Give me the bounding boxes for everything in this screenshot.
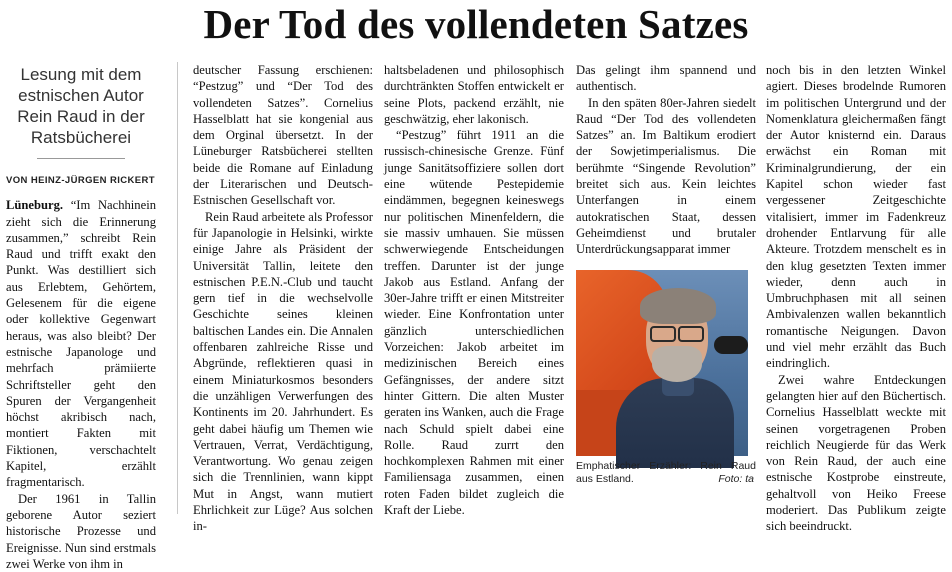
photo-caption: [576, 460, 756, 486]
paragraph: “Pestzug” führt 1911 an die russisch-chinesische Grenze. Fünf junge Sanitätsoffiziere sollen dort eine wütende Pestepidemie eindämmen, begegnen keineswegs nur politischen Minenfeldern, die sie massiv umhauen. Sie müssen schwerwiegende Entscheidungen treffen. Darunter ist der junge Jakob aus Estland. Anfang der 30er-Jahre trifft er einen Mitstreiter wieder. Eine Konfrontation unter gänzlich unterschiedlichen Vorzeichen: Jakob arbeitet im medizinischen Bereich eines Gefängnisses, der andere sitzt hinter Gittern. Die alten Muster geraten ins Wanken, auch die Frage nach Schuld spielt dabei eine Rolle. Raud zurrt den hochkomplexen Rahmen mit einer Familiensaga zusammen, einen roten Faden bildet zugleich die Kraft der Liebe.: [384, 128, 564, 518]
article-column-4: [576, 62, 756, 514]
byline: [6, 173, 156, 189]
paragraph: [6, 197, 156, 490]
article-column-2: [193, 62, 373, 534]
byline-author: HEINZ-JÜRGEN RICKERT: [30, 175, 155, 186]
subhead-line: Lesung mit dem: [20, 65, 142, 84]
photo-hair: [640, 288, 716, 324]
photo-credit: Foto: ta: [718, 472, 754, 485]
subhead-line: Rein Raud in der: [17, 107, 145, 126]
author-photo: [576, 270, 748, 456]
photo-glasses: [650, 326, 704, 340]
paragraph: Der 1961 in Tallin geborene Autor seziert historische Prozesse und Ereignisse. Nun sind erstmals zwei Werke von ihm in: [6, 491, 156, 571]
paragraph: Zwei wahre Entdeckungen gelangten hier auf den Büchertisch. Cornelius Hasselblatt weckte mit seinen vorgetragenen Proben reichlich Neugierde für das Werk von Rein Raud, der auch eine estnische Kostprobe einstreute, gehaltvoll von Heiko Freese moderiert. Das Publikum zeigte sich beeindruckt.: [766, 372, 946, 534]
paragraph: Das gelingt ihm spannend und authentisch.: [576, 63, 756, 94]
subhead-line: Ratsbücherei: [30, 128, 132, 147]
dateline: Lüneburg.: [6, 198, 64, 213]
subhead-line: estnischen Autor: [18, 86, 144, 105]
paragraph: In den späten 80er-Jahren siedelt Raud “Der Tod des vollendeten Satzes” an. Im Baltikum erodiert der Sowjetimperialismus. Die berühmte “Singende Revolution” breitet sich aus. Kein leichtes Unterfangen in einem autokratischen Staat, dessen Geheimdienst und brutaler Unterdrückungsapparat immer: [576, 95, 756, 257]
column-divider: [177, 62, 178, 514]
subhead-divider: [37, 158, 125, 159]
paragraph: deutscher Fassung erschienen: “Pestzug” und “Der Tod des vollendeten Satzes”. Cornelius Hasselblatt hat sie kongenial aus dem Orginal übersetzt. In der Lüneburger Ratsbücherei stellten beide die Romane auf Einladung der Literarischen und Deutsch-Estnischen Gesellschaft vor.: [193, 63, 373, 208]
paragraph: haltsbeladenen und philosophisch durchtränkten Stoffen entwickelt er seine Plots, packend erzählt, nie geschwätzig, eher lakonisch.: [384, 63, 564, 126]
article-subheadline: [6, 64, 156, 148]
photo-beard: [652, 346, 702, 382]
caption-text: Emphatischer Erzähler: Rein Raud aus Estland.: [576, 459, 756, 485]
byline-prefix: VON: [6, 175, 28, 186]
paragraph: noch bis in den letzten Winkel agiert. Dieses brodelnde Rumoren im politischen Untergrund und der Nomenklatura gleichermaßen fängt der Autor knisternd ein. Daraus erwächst ein Roman mit Kriminalgrundierung, der ein Kapitel schon wieder fast vergessener Zeitgeschichte vitalisiert, immer im Fadenkreuz drohender Entlarvung für alle Akteure. Trotzdem menschelt es in den klug gesetzten Texten immer wieder, denn auch in Umbruchphasen mit all seinen Ambivalenzen wallen bekanntlich romantische Neigungen. Davon und viel mehr erzählt das Buch eindringlich.: [766, 63, 946, 371]
article-column-1: [6, 62, 156, 571]
paragraph-text: “Im Nachhinein zieht sich die Erinnerung zusammen,” schreibt Rein Raud und trifft exakt den Punkt. Was destilliert sich aus Erlebtem, Gehörtem, Gelesenem für die eigene oder kollektive Gegenwart heraus, was also bleibt? Der estnische Japanologe und mehrfach prämiierte Schriftsteller geht den Spuren der Vergangenheit höchst akribisch nach, montiert Fakten mit Fiktionen, verschachtelt Kapitel, erzählt fragmentarisch.: [6, 198, 156, 490]
article-column-3: [384, 62, 564, 518]
article-headline: Der Tod des vollendeten Satzes: [203, 1, 749, 47]
paragraph: Rein Raud arbeitete als Professor für Japanologie in Helsinki, wirkte einige Jahre als Präsident der Universität Tallin, leitete den estnischen P.E.N.-Club und taucht gern tief in die wechselvolle Geschichte seines kleinen baltischen Landes ein. Die Annalen offenbaren zahlreiche Risse und Abgründe, reflektieren quasi in einem Miniaturkosmos besonders die unzähligen Verwerfungen des Kontinents im 20. Jahrhundert. Es geht dabei häufig um Themen wie Vertrauen, Verrat, Verdächtigung, Verantwortung. Wo genau zeigen sich die Trennlinien, wann kippt Mut in Angst, wann mutiert Ehrlichkeit zur Lüge? Aus solchen in-: [193, 209, 373, 534]
microphone-icon: [714, 336, 748, 354]
article-column-5: [766, 62, 946, 534]
